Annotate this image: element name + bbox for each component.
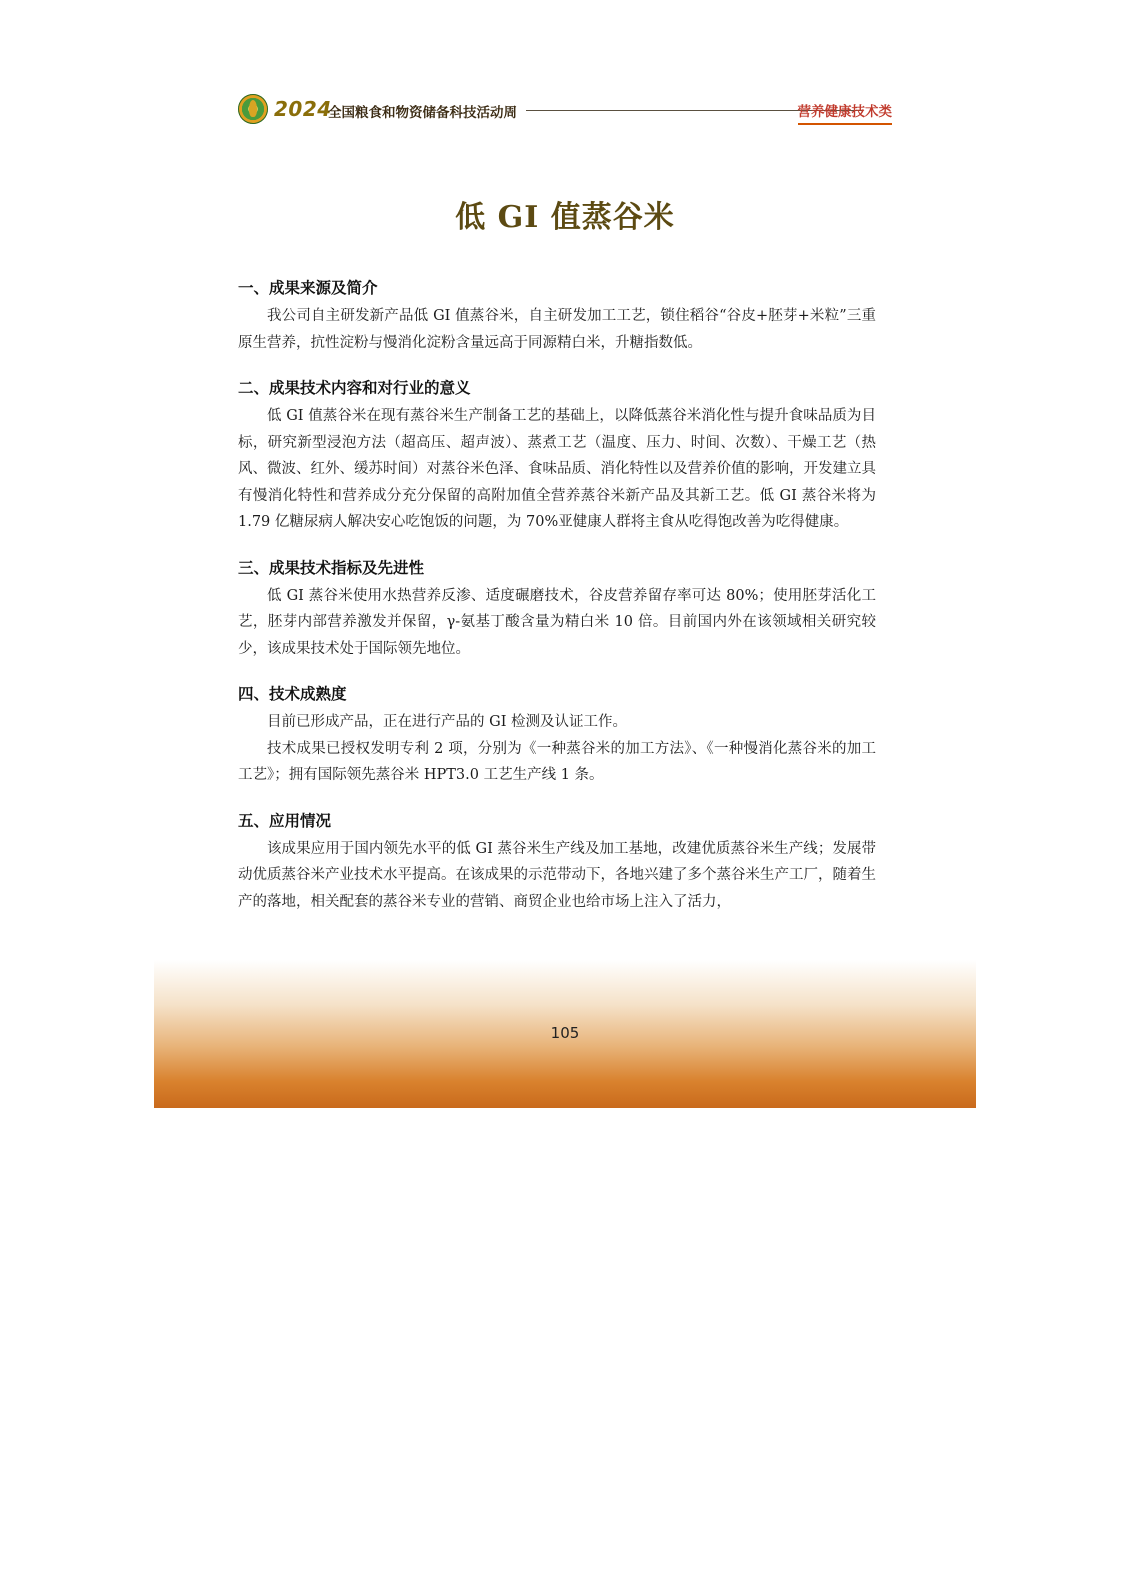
section-3 <box>238 556 876 663</box>
section-paragraph: 低 GI 值蒸谷米在现有蒸谷米生产制备工艺的基础上，以降低蒸谷米消化性与提升食味品质为目标，研究新型浸泡方法（超高压、超声波）、蒸煮工艺（温度、压力、时间、次数）、干燥工艺（热风、微波、红外、缓苏时间）对蒸谷米色泽、食味品质、消化特性以及营养价值的影响，开发建立具有慢消化特性和营养成分充分保留的高附加值全营养蒸谷米新产品及其新工艺。低 GI 蒸谷米将为 1.79 亿糖尿病人解决安心吃饱饭的问题，为 70%亚健康人群将主食从吃得饱改善为吃得健康。 <box>238 408 876 530</box>
section-heading: 四、技术成熟度 <box>238 685 347 703</box>
section-heading: 二、成果技术内容和对行业的意义 <box>238 379 471 397</box>
document-page <box>154 0 976 1108</box>
section-4 <box>238 682 876 789</box>
section-paragraph: 该成果应用于国内领先水平的低 GI 蒸谷米生产线及加工基地，改建优质蒸谷米生产线；发展带动优质蒸谷米产业技术水平提高。在该成果的示范带动下，各地兴建了多个蒸谷米生产工厂，随着生产的落地，相关配套的蒸谷米专业的营销、商贸企业也给市场上注入了活力， <box>238 840 876 910</box>
page-header <box>238 94 890 128</box>
section-paragraph: 技术成果已授权发明专利 2 项，分别为《一种蒸谷米的加工方法》、《一种慢消化蒸谷米的加工工艺》；拥有国际领先蒸谷米 HPT3.0 工艺生产线 1 条。 <box>238 740 876 783</box>
section-paragraph: 低 GI 蒸谷米使用水热营养反渗、适度碾磨技术，谷皮营养留存率可达 80%；使用胚芽活化工艺，胚芽内部营养激发并保留，γ-氨基丁酸含量为精白米 10 倍。目前国内外在该领域相关研究较少，该成果技术处于国际领先地位。 <box>238 587 876 657</box>
header-event-name: 全国粮食和物资储备科技活动周 <box>328 105 517 121</box>
section-heading: 五、应用情况 <box>238 811 332 830</box>
section-5 <box>238 809 876 916</box>
section-paragraph: 我公司自主研发新产品低 GI 值蒸谷米，自主研发加工工艺，锁住稻谷“谷皮+胚芽+米粒”三重原生营养，抗性淀粉与慢消化淀粉含量远高于同源精白米，升糖指数低。 <box>238 308 876 351</box>
page-title: 低 GI 值蒸谷米 <box>455 200 675 235</box>
section-heading: 一、成果来源及简介 <box>238 279 378 297</box>
section-paragraph: 目前已形成产品，正在进行产品的 GI 检测及认证工作。 <box>267 714 628 730</box>
document-body <box>238 276 876 935</box>
section-1 <box>238 276 876 356</box>
header-category: 营养健康技术类 <box>798 100 893 125</box>
header-year: 2024 <box>274 97 332 121</box>
section-heading: 三、成果技术指标及先进性 <box>238 558 425 577</box>
page-number: 105 <box>550 1024 580 1042</box>
section-2 <box>238 376 876 536</box>
wheat-emblem-icon <box>238 94 268 124</box>
